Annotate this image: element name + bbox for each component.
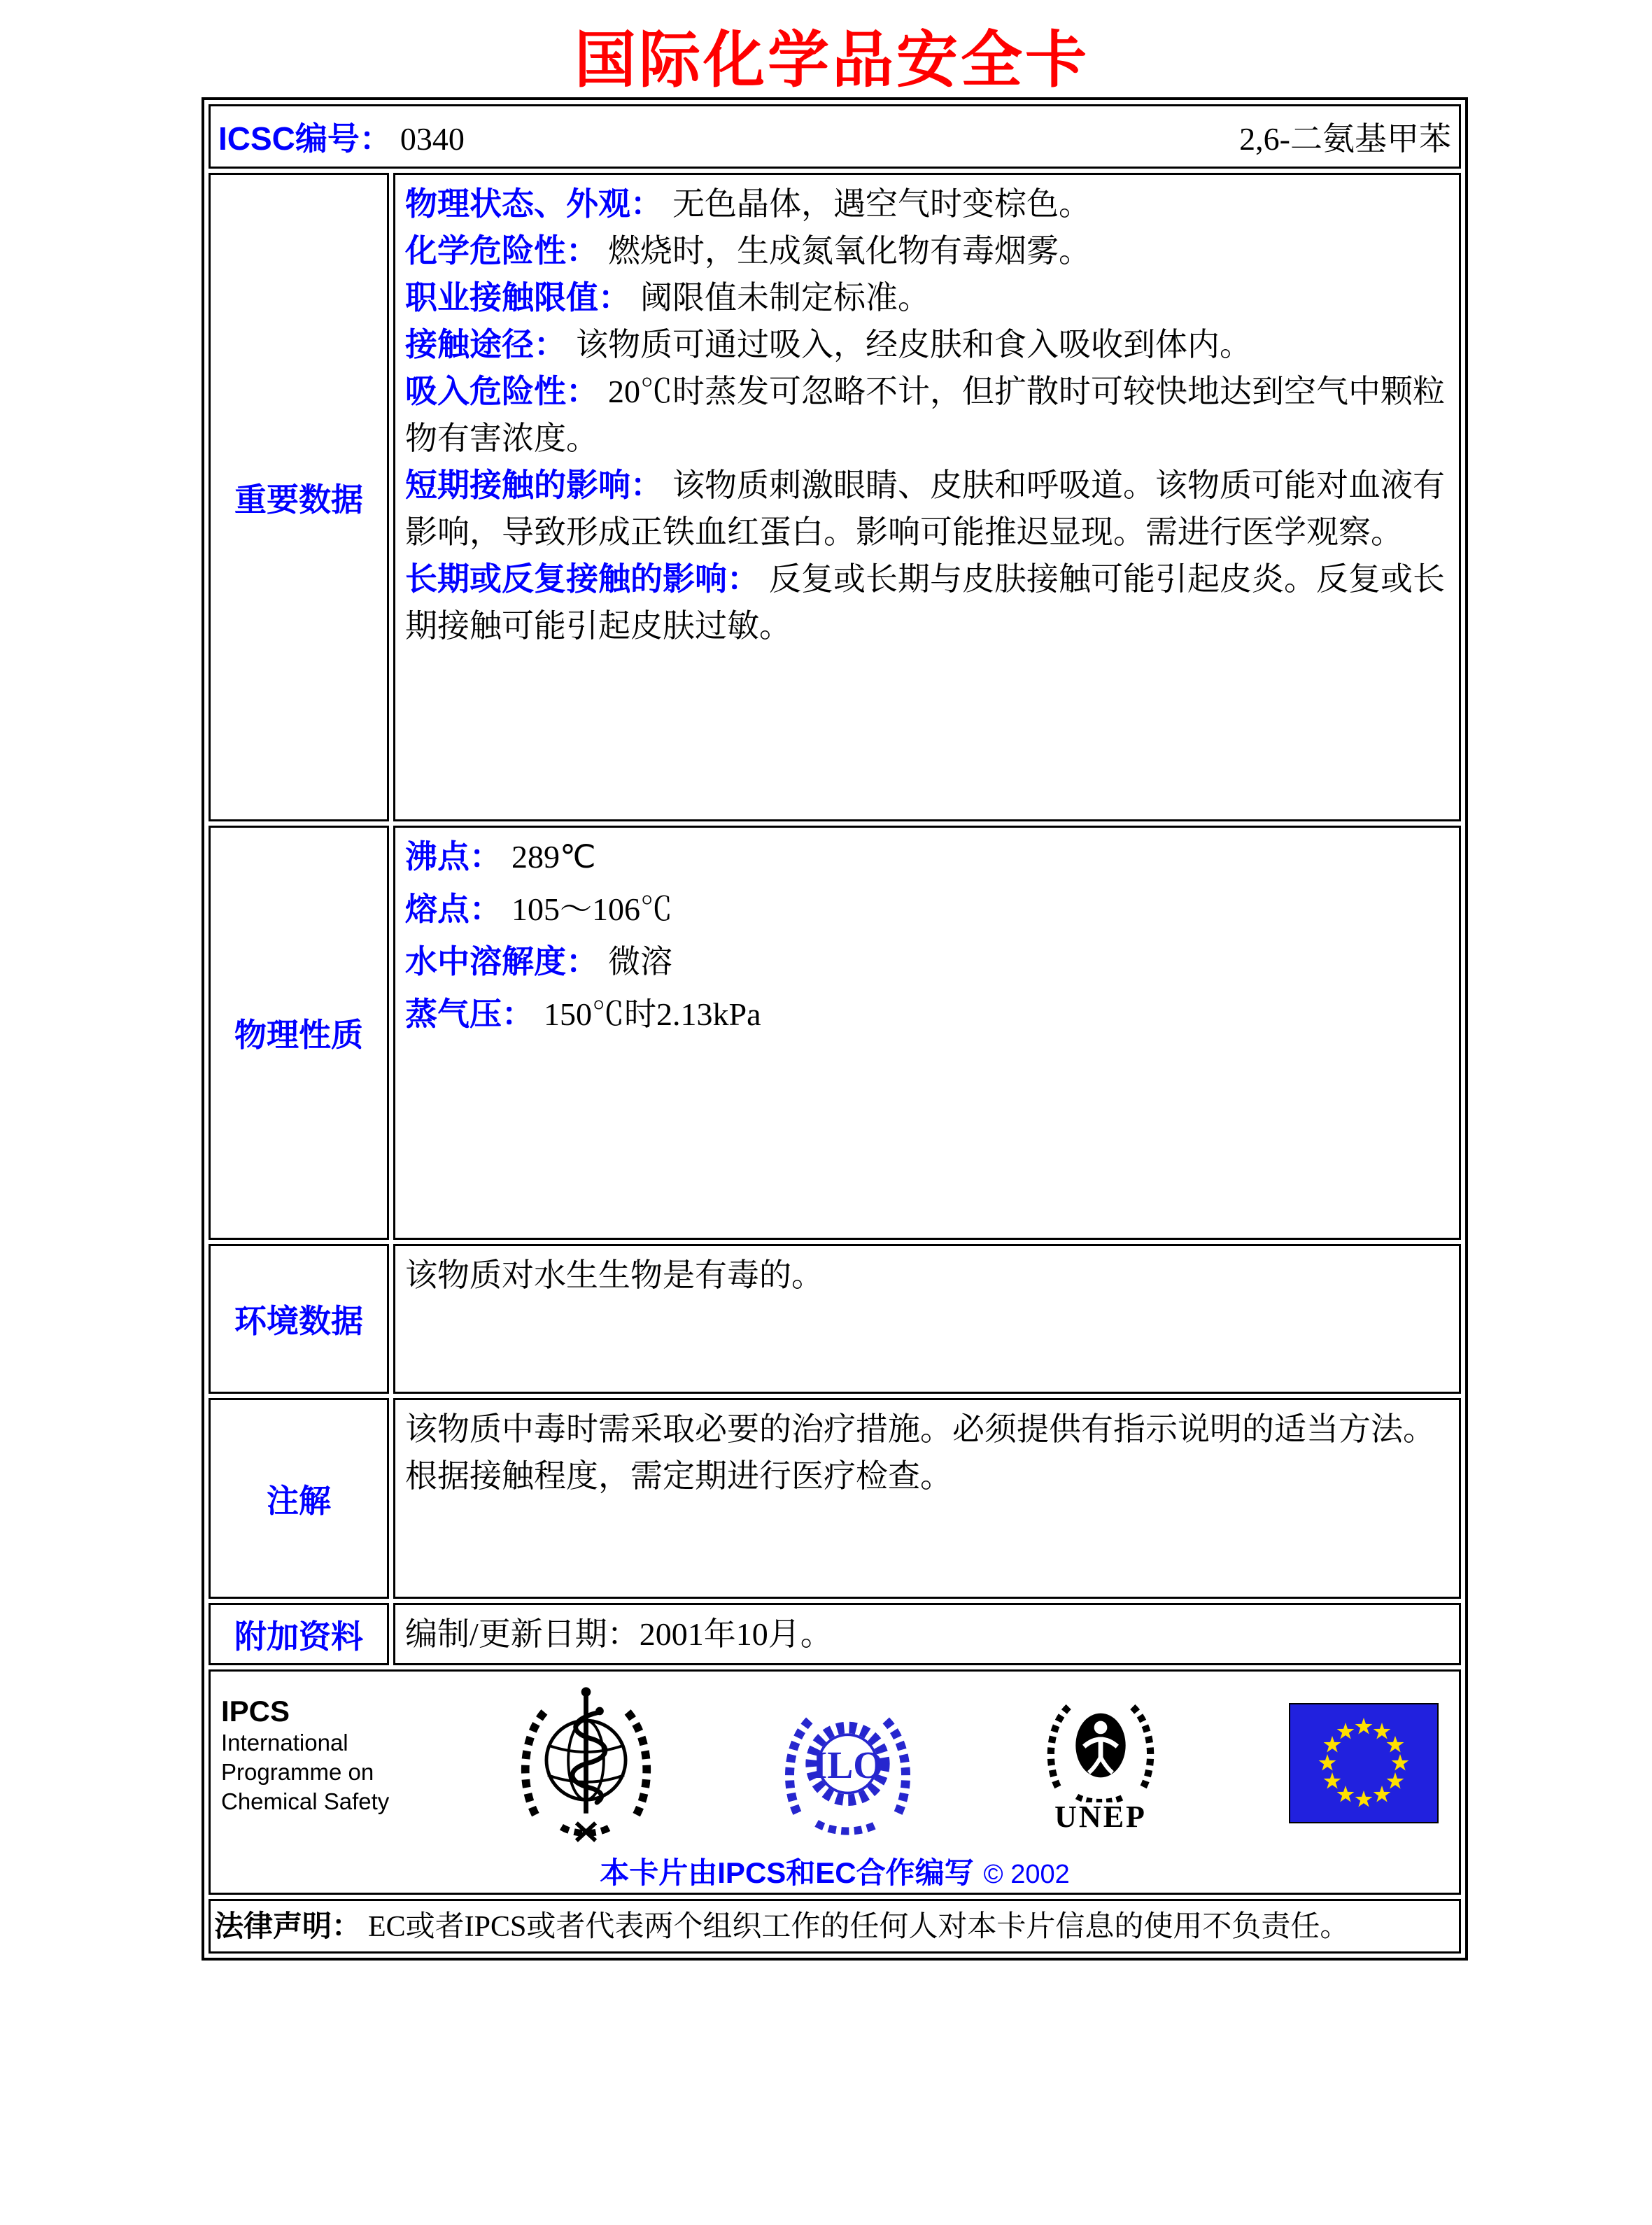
item-text: 微溶 (608, 944, 672, 980)
important-data-item (405, 462, 1449, 556)
item-text: 该物质可通过吸入，经皮肤和食入吸收到体内。 (576, 327, 1252, 362)
unep-logo (1041, 1692, 1160, 1832)
item-text: 150℃时2.13kPa (544, 996, 761, 1032)
physical-property-item (405, 991, 1449, 1038)
chemical-name: 2,6-二氨基甲苯 (1239, 121, 1451, 157)
item-text: 105～106℃ (511, 891, 672, 927)
credit-line (211, 1850, 1458, 1892)
item-label: 职业接触限值： (405, 279, 630, 316)
important-data-item (405, 181, 1449, 227)
environmental-data-content (393, 1244, 1461, 1394)
ipcs-name-line: International (221, 1730, 348, 1756)
eu-flag-icon (1289, 1703, 1439, 1823)
physical-properties-content (393, 826, 1461, 1240)
item-label: 接触途径： (405, 326, 566, 362)
notes-row (209, 1398, 1461, 1599)
eu-flag (1289, 1703, 1439, 1827)
physical-properties-label: 物理性质 (209, 826, 389, 1240)
important-data-content (393, 173, 1461, 821)
physical-property-item (405, 886, 1449, 933)
legal-row (209, 1899, 1461, 1954)
important-data-row (209, 173, 1461, 821)
additional-info-content (393, 1603, 1461, 1665)
unep-icon (1041, 1692, 1160, 1802)
item-label: 物理状态、外观： (405, 185, 663, 222)
ipcs-acronym: IPCS (221, 1695, 290, 1728)
item-label: 长期或反复接触的影响： (405, 560, 759, 597)
additional-info-label: 附加资料 (209, 1603, 389, 1665)
important-data-item (405, 556, 1449, 649)
who-icon (518, 1682, 654, 1846)
ipcs-name-line: Programme on (221, 1759, 374, 1785)
ilo-icon (783, 1699, 912, 1835)
icsc-number-value: 0340 (400, 121, 465, 157)
icsc-table (204, 100, 1465, 1958)
ilo-logo (783, 1699, 912, 1839)
item-text: 20℃时蒸发可忽略不计，但扩散时可较快地达到空气中颗粒物有害浓度。 (405, 374, 1445, 456)
ipcs-name-line: Chemical Safety (221, 1788, 390, 1814)
additional-info-text: 编制/更新日期：2001年10月。 (405, 1616, 833, 1652)
item-text: 阈限值未制定标准。 (640, 280, 930, 316)
legal-cell (209, 1899, 1461, 1954)
item-label: 水中溶解度： (405, 943, 598, 980)
item-text: 该物质刺激眼睛、皮肤和呼吸道。该物质可能对血液有影响，导致形成正铁血红蛋白。影响可能推迟显现。需进行医学观察。 (405, 467, 1445, 550)
notes-content (393, 1398, 1461, 1599)
physical-property-item (405, 833, 1449, 880)
credit-text: 本卡片由IPCS和EC合作编写 (600, 1856, 974, 1889)
item-label: 熔点： (405, 891, 502, 927)
item-label: 吸入危险性： (405, 373, 598, 409)
important-data-item (405, 227, 1449, 274)
header-row (209, 104, 1461, 169)
icsc-number-group (218, 113, 465, 160)
item-text: 燃烧时，生成氮氧化物有毒烟雾。 (608, 233, 1091, 269)
important-data-item (405, 321, 1449, 368)
item-label: 化学危险性： (405, 232, 598, 269)
logos-row (209, 1669, 1461, 1895)
important-data-item (405, 368, 1449, 462)
item-text: 无色晶体，遇空气时变棕色。 (672, 186, 1091, 222)
copyright-text: © 2002 (983, 1860, 1070, 1889)
page-title: 国际化学品安全卡 (574, 25, 1089, 94)
environmental-data-text: 该物质对水生生物是有毒的。 (405, 1257, 824, 1293)
item-label: 沸点： (405, 838, 502, 875)
item-text: 反复或长期与皮肤接触可能引起皮炎。反复或长期接触可能引起皮肤过敏。 (405, 561, 1445, 644)
header-cell (209, 104, 1461, 169)
item-label: 短期接触的影响： (405, 467, 663, 503)
logos-cell (209, 1669, 1461, 1895)
item-text: 289℃ (511, 839, 596, 875)
icsc-card (202, 97, 1468, 1961)
notes-text: 该物质中毒时需采取必要的治疗措施。必须提供有指示说明的适当方法。根据接触程度，需定期进行医疗检查。 (405, 1411, 1435, 1494)
legal-label: 法律声明： (214, 1909, 362, 1942)
unep-wordmark: UNEP (1054, 1800, 1147, 1834)
environmental-data-row (209, 1244, 1461, 1394)
important-data-item (405, 274, 1449, 321)
ipcs-text-block (221, 1695, 389, 1816)
notes-label: 注解 (209, 1398, 389, 1599)
item-label: 蒸气压： (405, 996, 534, 1032)
physical-properties-row (209, 826, 1461, 1240)
physical-property-item (405, 938, 1449, 985)
additional-info-row (209, 1603, 1461, 1665)
important-data-label: 重要数据 (209, 173, 389, 821)
ilo-monogram: ILO (812, 1744, 884, 1788)
icsc-number-label: ICSC编号： (218, 120, 392, 157)
who-logo (518, 1682, 654, 1850)
legal-body: EC或者IPCS或者代表两个组织工作的任何人对本卡片信息的使用不负责任。 (368, 1910, 1350, 1943)
environmental-data-label: 环境数据 (209, 1244, 389, 1394)
